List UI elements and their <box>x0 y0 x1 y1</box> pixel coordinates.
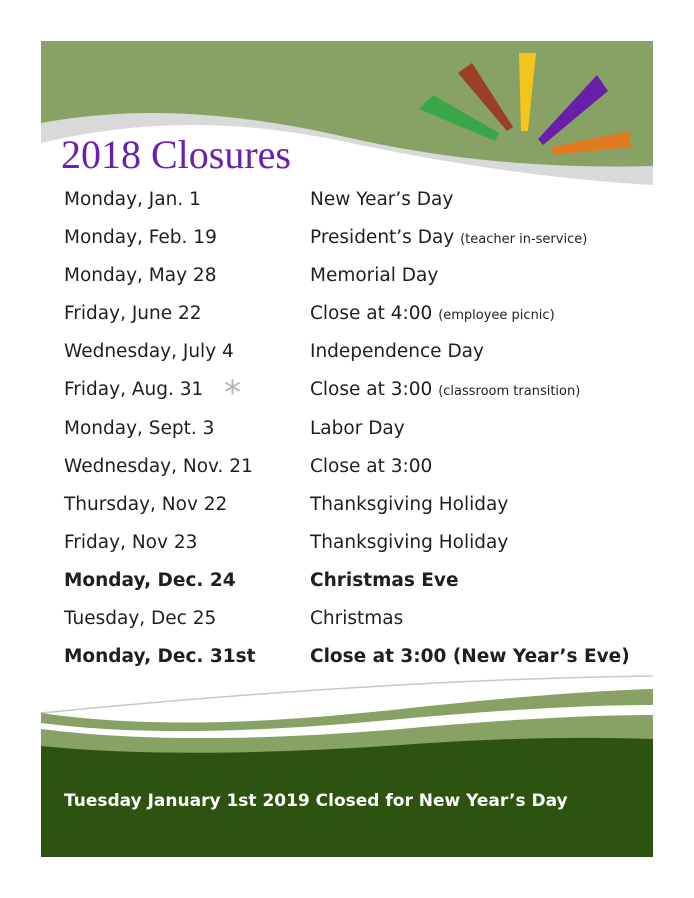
closure-row <box>64 410 644 448</box>
closure-date: Friday, Aug. 31 <box>64 379 204 401</box>
closure-event: Christmas <box>310 608 404 630</box>
closure-event: Thanksgiving Holiday <box>310 493 509 515</box>
closure-date: Monday, Jan. 1 <box>64 189 201 210</box>
closure-event: Independence Day <box>310 341 484 363</box>
closure-note: (teacher in-service) <box>460 232 588 248</box>
closure-row <box>64 181 644 219</box>
closure-event: Close at 3:00 <box>310 455 433 477</box>
closure-date: Friday, June 22 <box>64 303 202 325</box>
closure-row <box>64 600 644 638</box>
closure-date: Monday, May 28 <box>64 265 217 287</box>
asterisk-icon: * <box>224 373 241 413</box>
closure-date: Monday, Dec. 24 <box>64 569 236 591</box>
closure-row <box>64 486 644 524</box>
closure-list <box>64 181 644 676</box>
closure-row <box>64 257 644 295</box>
closure-event: Close at 3:00 (classroom transition) <box>310 379 581 401</box>
closure-date: Tuesday, Dec 25 <box>64 608 217 630</box>
closure-date: Wednesday, July 4 <box>64 341 234 363</box>
closure-event: New Year’s Day <box>310 189 454 210</box>
closure-date: Thursday, Nov 22 <box>64 493 228 515</box>
closures-flyer <box>41 41 653 857</box>
page-title: 2018 Closures <box>61 132 291 177</box>
closure-event: Labor Day <box>310 417 405 439</box>
closure-row <box>64 295 644 333</box>
closure-event: Close at 3:00 (New Year’s Eve) <box>310 646 630 668</box>
closure-event: Thanksgiving Holiday <box>310 531 509 553</box>
closure-date: Monday, Sept. 3 <box>64 417 215 439</box>
closure-row <box>64 219 644 257</box>
closure-row <box>64 448 644 486</box>
closure-row <box>64 524 644 562</box>
closure-event: Close at 4:00 (employee picnic) <box>310 303 555 325</box>
closure-date: Monday, Dec. 31st <box>64 646 256 668</box>
closure-date: Wednesday, Nov. 21 <box>64 455 253 477</box>
footer-message: Tuesday January 1st 2019 Closed for New Year’s Day <box>64 791 568 811</box>
closure-event: Christmas Eve <box>310 569 459 591</box>
closure-note: (employee picnic) <box>438 308 555 324</box>
footer-banner <box>41 661 653 857</box>
closure-date: Friday, Nov 23 <box>64 531 198 553</box>
closure-event: President’s Day (teacher in-service) <box>310 227 588 249</box>
closure-event: Memorial Day <box>310 265 439 287</box>
closure-date: Monday, Feb. 19 <box>64 227 217 249</box>
closure-row <box>64 371 644 413</box>
closure-row <box>64 562 644 600</box>
closure-note: (classroom transition) <box>438 384 581 400</box>
closure-row <box>64 333 644 371</box>
